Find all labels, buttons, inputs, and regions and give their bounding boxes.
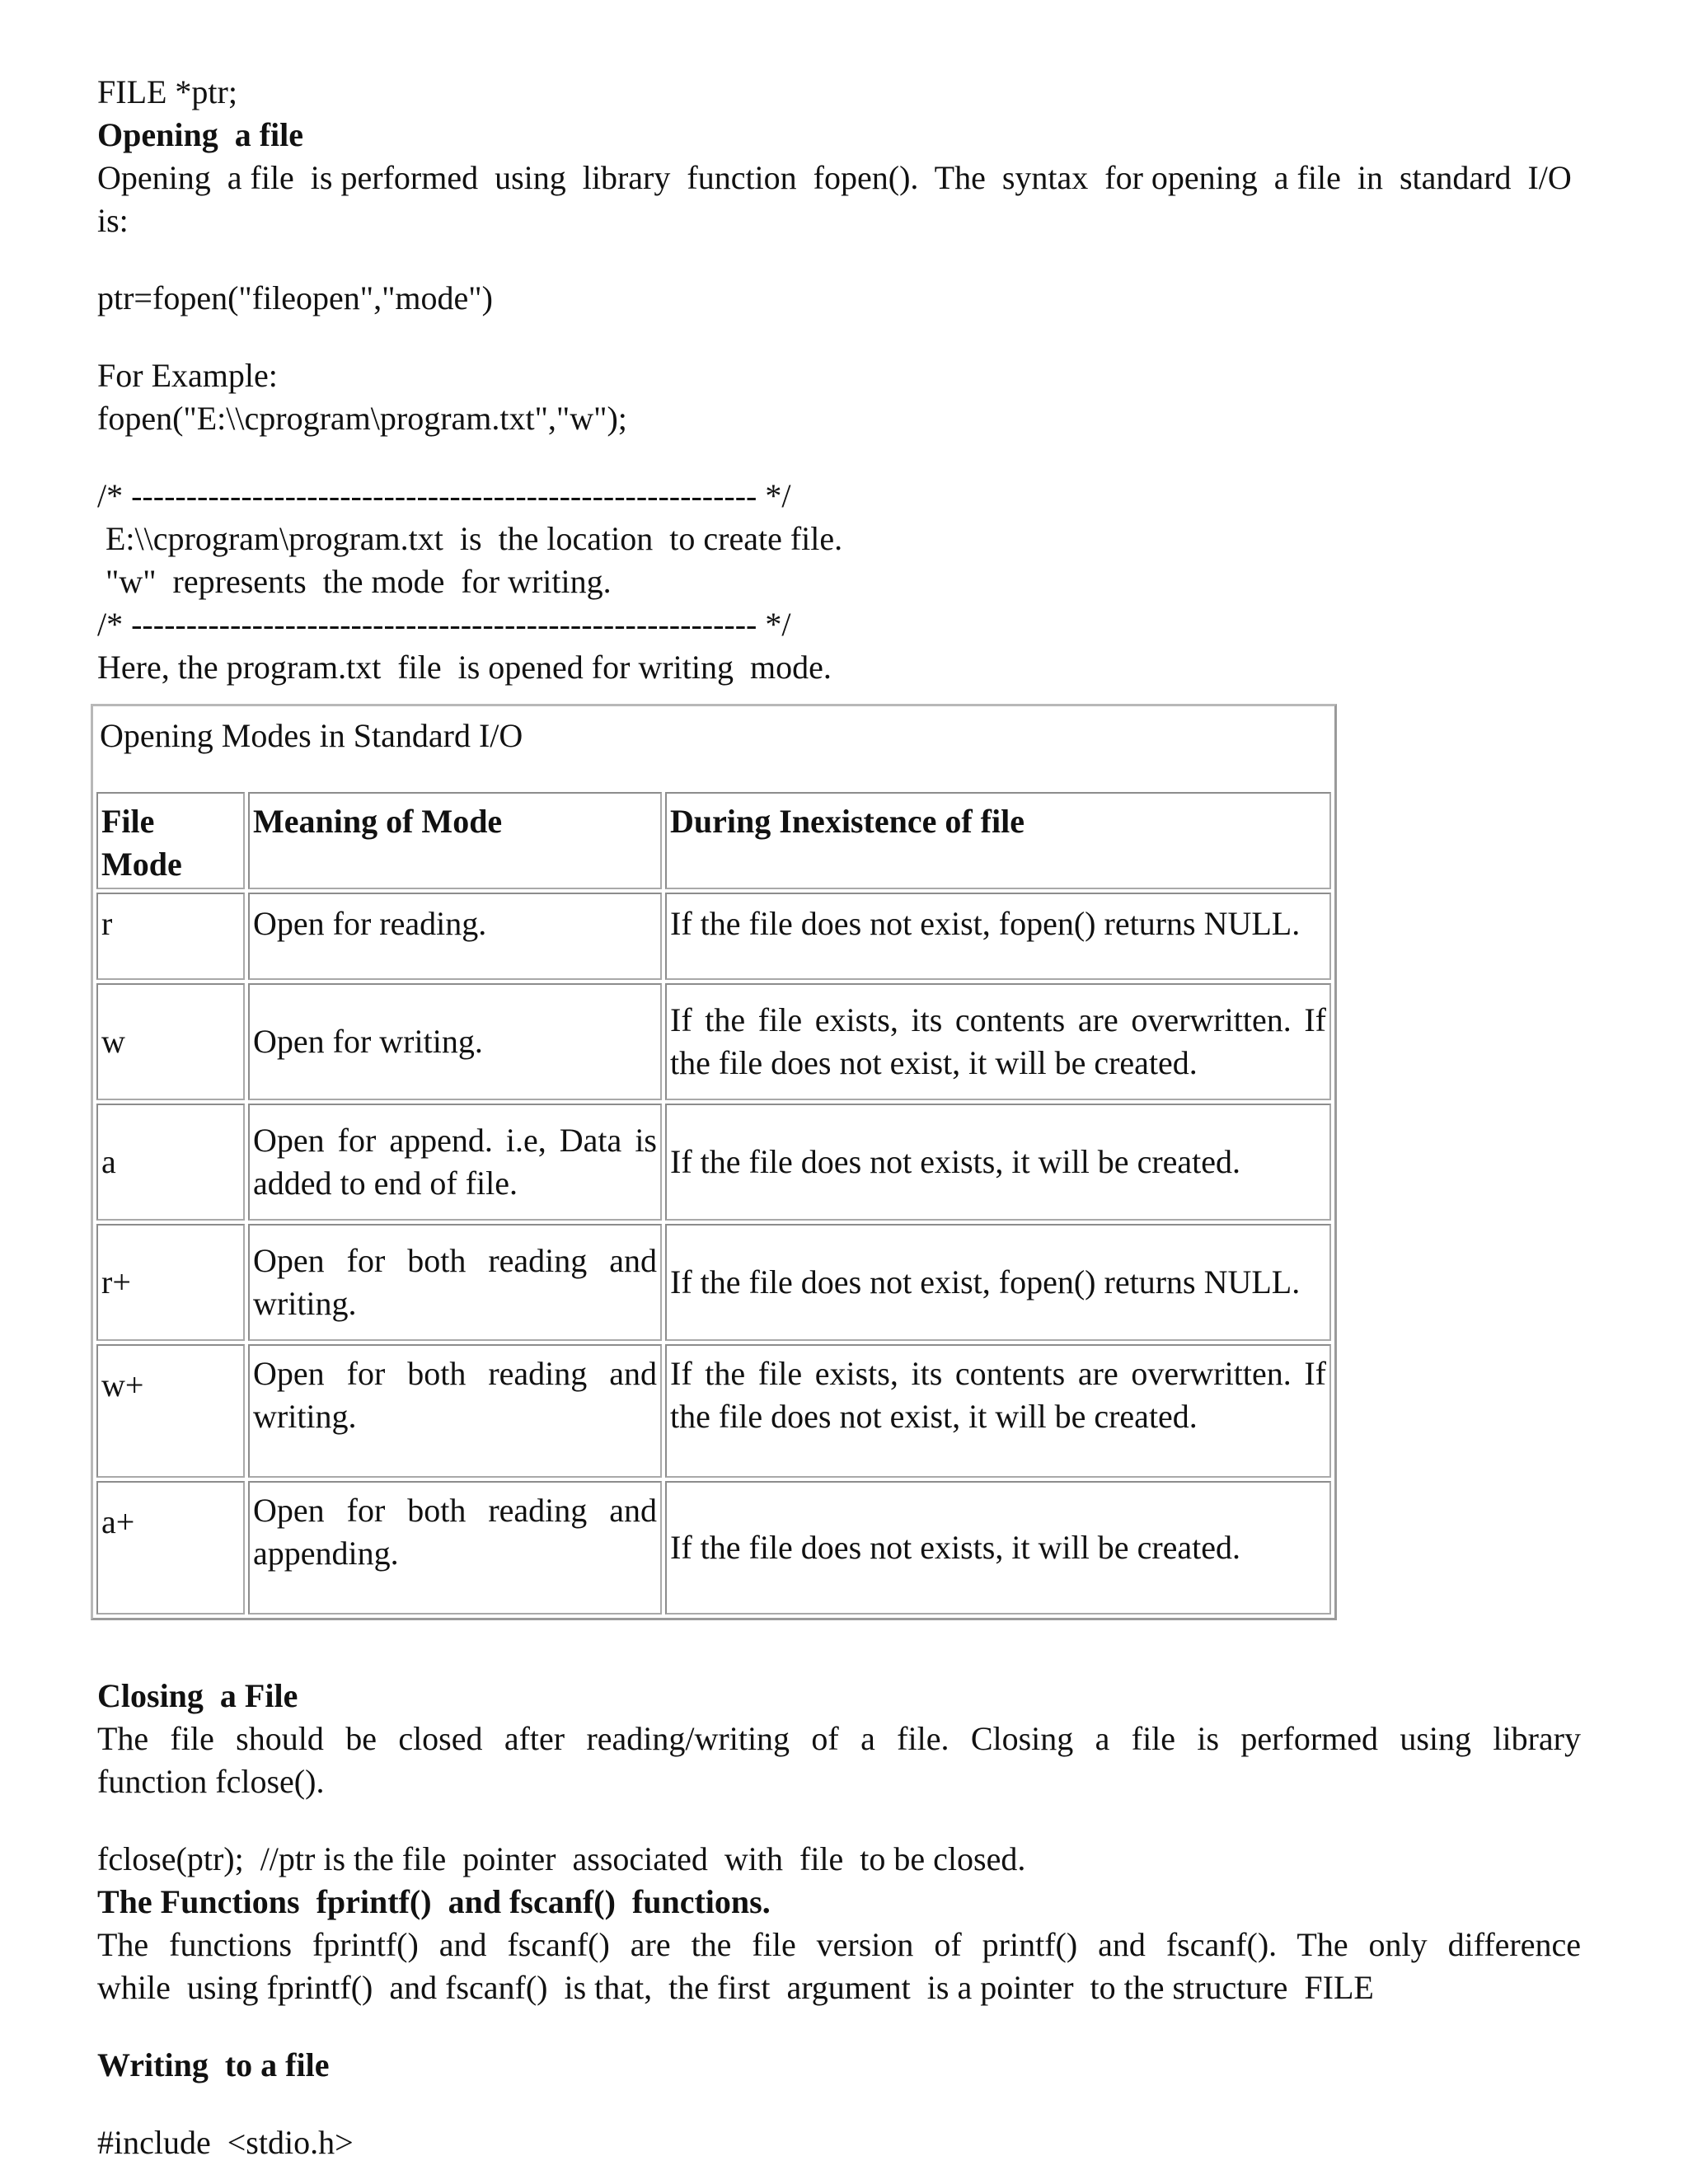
- table-caption: Opening Modes in Standard I/O: [100, 717, 523, 754]
- mode-cell: w: [96, 983, 245, 1100]
- fclose-code: fclose(ptr); //ptr is the file pointer associated with file to be closed.: [97, 1840, 1026, 1877]
- opening-modes-table: [91, 704, 1337, 1620]
- meaning-cell: Open for reading.: [248, 893, 662, 980]
- mode-cell: a: [96, 1104, 245, 1221]
- mode-cell: w+: [96, 1344, 245, 1478]
- comment-close: /* --------------------------------------------------------- */: [97, 606, 791, 643]
- summary-line: Here, the program.txt file is opened for writing mode.: [97, 649, 832, 686]
- table-row: [96, 1104, 1331, 1221]
- fopen-syntax: ptr=fopen("fileopen","mode"): [97, 279, 493, 316]
- mode-cell: a+: [96, 1481, 245, 1615]
- heading-opening-a-file: Opening a file: [97, 116, 304, 153]
- table-row: [96, 1344, 1331, 1478]
- meaning-cell: Open for both reading and writing.: [248, 1344, 662, 1478]
- file-pointer-declaration: FILE *ptr;: [97, 73, 237, 110]
- table-row: [96, 983, 1331, 1100]
- heading-closing-a-file: Closing a File: [97, 1677, 298, 1714]
- closing-paragraph: The file should be closed after reading/writing of a file. Closing a file is performed using library function fclose().: [97, 1720, 1597, 1800]
- functions-paragraph: The functions fprintf() and fscanf() are the file version of printf() and fscanf(). The only difference while using fprintf() and fscanf() is that, the first argument is a pointer to the structure FILE: [97, 1926, 1597, 2006]
- table-row: [96, 1224, 1331, 1341]
- example-code: fopen("E:\\cprogram\program.txt","w");: [97, 400, 627, 437]
- inexistence-cell: If the file exists, its contents are overwritten. If the file does not exist, it will be created.: [665, 983, 1331, 1100]
- comment-line-mode: "w" represents the mode for writing.: [106, 563, 612, 600]
- include-code: #include <stdio.h>: [97, 2124, 354, 2161]
- inexistence-cell: If the file does not exists, it will be created.: [665, 1104, 1331, 1221]
- table-row: [96, 1481, 1331, 1615]
- inexistence-cell: If the file does not exists, it will be created.: [665, 1481, 1331, 1615]
- meaning-cell: Open for append. i.e, Data is added to end of file.: [248, 1104, 662, 1221]
- mode-cell: r: [96, 893, 245, 980]
- table-row: [96, 893, 1331, 980]
- header-file-mode: File Mode: [96, 792, 245, 889]
- meaning-cell: Open for writing.: [248, 983, 662, 1100]
- mode-cell: r+: [96, 1224, 245, 1341]
- table-header-row: [96, 792, 1331, 889]
- header-meaning: Meaning of Mode: [248, 792, 662, 889]
- comment-open: /* --------------------------------------------------------- */: [97, 477, 791, 514]
- inexistence-cell: If the file exists, its contents are overwritten. If the file does not exist, it will be created.: [665, 1344, 1331, 1478]
- opening-paragraph: Opening a file is performed using library function fopen(). The syntax for opening a file in standard I/O is:: [97, 159, 1580, 239]
- meaning-cell: Open for both reading and appending.: [248, 1481, 662, 1615]
- example-label: For Example:: [97, 357, 278, 394]
- header-inexistence: During Inexistence of file: [665, 792, 1331, 889]
- document-page: [97, 71, 1597, 2164]
- inexistence-cell: If the file does not exist, fopen() returns NULL.: [665, 893, 1331, 980]
- meaning-cell: Open for both reading and writing.: [248, 1224, 662, 1341]
- heading-fprintf-fscanf: The Functions fprintf() and fscanf() functions.: [97, 1883, 771, 1920]
- heading-writing-to-a-file: Writing to a file: [97, 2046, 330, 2083]
- inexistence-cell: If the file does not exist, fopen() returns NULL.: [665, 1224, 1331, 1341]
- comment-line-location: E:\\cprogram\program.txt is the location to create file.: [106, 520, 843, 557]
